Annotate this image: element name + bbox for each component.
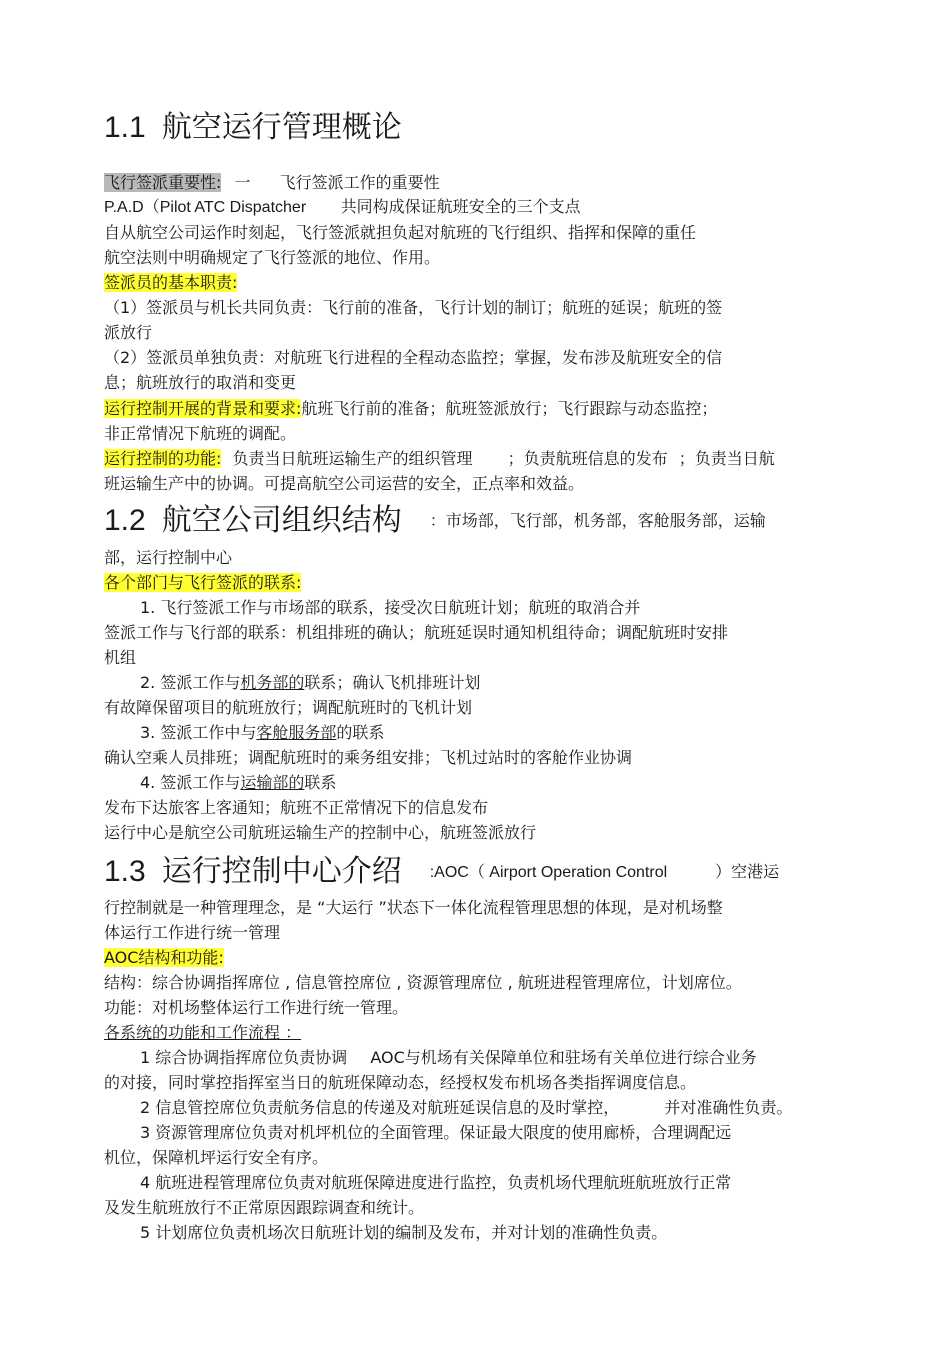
paragraph-line: 运行中心是航空公司航班运输生产的控制中心，航班签派放行 xyxy=(104,823,537,842)
heading-tail-text: :AOC（ Airport Operation Control xyxy=(429,864,668,881)
highlighted-term: 各个部门与飞行签派的联系: xyxy=(104,573,302,592)
paragraph-line: 结构：综合协调指挥席位 , 信息管控席位 , 资源管理席位 , 航班进程管理席位，计划席位。 xyxy=(104,973,742,992)
paragraph-line: 息；航班放行的取消和变更 xyxy=(104,373,297,392)
heading-number: 1.2 xyxy=(104,504,146,537)
heading-1-1 xyxy=(104,110,402,146)
paragraph-line: 确认空乘人员排班；调配航班时的乘务组安排；飞机过站时的客舱作业协调 xyxy=(104,748,633,767)
paragraph-line: 航空法则中明确规定了飞行签派的地位、作用。 xyxy=(104,248,441,267)
highlighted-term: 运行控制的功能: xyxy=(104,449,222,468)
highlighted-term: 运行控制开展的背景和要求: xyxy=(104,399,302,418)
heading-number: 1.3 xyxy=(104,855,146,888)
paragraph-line: 1 综合协调指挥席位负责协调 AOC与机场有关保障单位和驻场有关单位进行综合业务 xyxy=(140,1048,757,1067)
heading-tail-text: ：市场部，飞行部，机务部，客舱服务部，运输 xyxy=(429,513,766,530)
paragraph-line: 体运行工作进行统一管理 xyxy=(104,923,281,942)
paragraph-line xyxy=(104,572,301,594)
paragraph-line: 班运输生产中的协调。可提高航空公司运营的安全，正点率和效益。 xyxy=(104,474,585,493)
paragraph-line: 5 计划席位负责机场次日航班计划的编制及发布，并对计划的准确性负责。 xyxy=(140,1223,668,1242)
paragraph-line: 运行控制开展的背景和要求:航班飞行前的准备；航班签派放行；飞行跟踪与动态监控； xyxy=(104,399,718,418)
paragraph-line: 发布下达旅客上客通知；航班不正常情况下的信息发布 xyxy=(104,798,489,817)
underlined-term: 各系统的功能和工作流程 ： xyxy=(104,1023,302,1042)
paragraph-line: 有故障保留项目的航班放行；调配航班时的飞机计划 xyxy=(104,698,473,717)
highlighted-term: AOC结构和功能: xyxy=(104,948,224,967)
highlighted-term: 飞行签派重要性: xyxy=(104,173,222,192)
heading-tail-text: ）空港运 xyxy=(715,864,780,881)
paragraph-line: 2. 签派工作与机务部的联系；确认飞机排班计划 xyxy=(140,673,481,692)
underlined-term: 机务部的 xyxy=(240,673,305,692)
heading-1-3 xyxy=(104,854,779,895)
paragraph-line: 2 信息管控席位负责航务信息的传递及对航班延误信息的及时掌控， 并对准确性负责。 xyxy=(140,1098,793,1117)
paragraph-line: 3 资源管理席位负责对机坪机位的全面管理。保证最大限度的使用廊桥，合理调配远 xyxy=(140,1123,732,1142)
paragraph-line: 4. 签派工作与运输部的联系 xyxy=(140,773,337,792)
paragraph-line: （2）签派员单独负责：对航班飞行进程的全程动态监控；掌握，发布涉及航班安全的信 xyxy=(104,348,723,367)
heading-title: 航空运行管理概论 xyxy=(161,111,402,144)
paragraph-line: 4 航班进程管理席位负责对航班保障进度进行监控，负责机场代理航班航班放行正常 xyxy=(140,1173,732,1192)
paragraph-line: 及发生航班放行不正常原因跟踪调查和统计。 xyxy=(104,1198,425,1217)
heading-title: 运行控制中心介绍 xyxy=(161,855,402,888)
underlined-term: 运输部的 xyxy=(240,773,305,792)
highlighted-term: 签派员的基本职责: xyxy=(104,273,238,292)
paragraph-line: 行控制就是一种管理理念，是 “大运行 ”状态下一体化流程管理思想的体现，是对机场整 xyxy=(104,898,723,917)
paragraph-line: 部，运行控制中心 xyxy=(104,548,233,567)
paragraph-line: 1. 飞行签派工作与市场部的联系，接受次日航班计划；航班的取消合并 xyxy=(140,598,641,617)
heading-1-2 xyxy=(104,503,766,544)
paragraph-line xyxy=(104,272,237,294)
underlined-term: 客舱服务部 xyxy=(256,723,337,742)
paragraph-line: 飞行签派重要性: 一 飞行签派工作的重要性 xyxy=(104,173,440,192)
paragraph-line: 机组 xyxy=(104,648,137,667)
paragraph-line xyxy=(104,947,224,969)
paragraph-line: 机位，保障机坪运行安全有序。 xyxy=(104,1148,329,1167)
heading-number: 1.1 xyxy=(104,111,146,144)
paragraph-line: P.A.D（Pilot ATC Dispatcher 共同构成保证航班安全的三个支点 xyxy=(104,199,581,216)
paragraph-line: 派放行 xyxy=(104,323,153,342)
paragraph-line: 运行控制的功能: 负责当日航班运输生产的组织管理 ；负责航班信息的发布 ；负责当日航 xyxy=(104,449,775,468)
paragraph-line: 自从航空公司运作时刻起，飞行签派就担负起对航班的飞行组织、指挥和保障的重任 xyxy=(104,223,697,242)
heading-title: 航空公司组织结构 xyxy=(161,504,402,537)
paragraph-line xyxy=(104,1022,301,1044)
paragraph-line: 功能：对机场整体运行工作进行统一管理。 xyxy=(104,998,409,1017)
paragraph-line: 签派工作与飞行部的联系：机组排班的确认；航班延误时通知机组待命；调配航班时安排 xyxy=(104,623,729,642)
paragraph-line: 非正常情况下航班的调配。 xyxy=(104,424,297,443)
paragraph-line: （1）签派员与机长共同负责：飞行前的准备，飞行计划的制订；航班的延误；航班的签 xyxy=(104,298,723,317)
paragraph-line: 的对接，同时掌控指挥室当日的航班保障动态，经授权发布机场各类指挥调度信息。 xyxy=(104,1073,697,1092)
paragraph-line: 3. 签派工作中与客舱服务部的联系 xyxy=(140,723,385,742)
